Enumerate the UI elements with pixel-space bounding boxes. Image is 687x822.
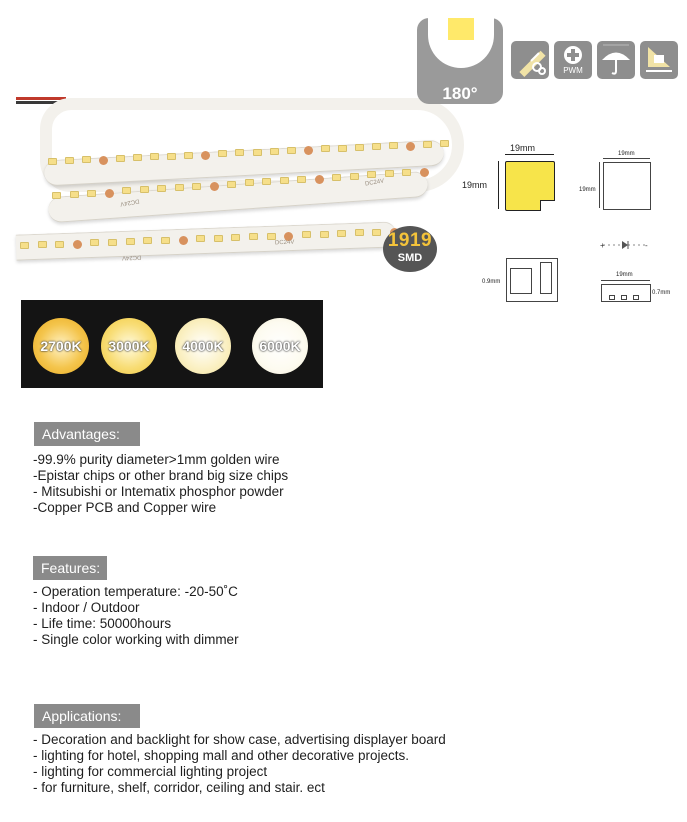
led-chip	[231, 234, 240, 241]
led-chip	[267, 233, 276, 240]
diode-symbol	[600, 238, 650, 252]
pwm-label: PWM	[563, 66, 583, 75]
resistor-pad	[210, 182, 219, 191]
features-item: - Operation temperature: ‑20-50˚C	[33, 584, 238, 599]
led-chip	[116, 155, 125, 162]
led-chip	[321, 145, 330, 152]
cuttable-icon	[511, 41, 549, 79]
led-chip	[245, 179, 254, 186]
resistor-pad	[304, 146, 313, 155]
resistor-pad	[420, 168, 429, 177]
led-chip	[48, 158, 57, 165]
side-inner-slot	[540, 262, 552, 294]
bottom-pad	[621, 295, 627, 300]
bottom-pad	[609, 295, 615, 300]
led-chip	[332, 174, 341, 181]
led-chip	[218, 150, 227, 157]
led-chip	[157, 185, 166, 192]
width-line	[505, 154, 554, 155]
applications-heading: Applications:	[34, 704, 140, 728]
led-chip	[350, 173, 359, 180]
led-chip	[440, 140, 449, 147]
applications-item: - lighting for hotel, shopping mall and other decorative projects.	[33, 748, 409, 763]
led-chip	[38, 241, 47, 248]
led-chip	[280, 177, 289, 184]
advantages-item: -99.9% purity diameter>1mm golden wire	[33, 452, 280, 467]
led-chip	[82, 156, 91, 163]
led-chip	[297, 176, 306, 183]
led-chip	[355, 229, 364, 236]
led-chip	[214, 235, 223, 242]
beam-angle-label: 180°	[442, 84, 478, 103]
led-chip	[287, 147, 296, 154]
led-chip	[302, 231, 311, 238]
bottom-thickness-label: 0.7mm	[652, 290, 671, 296]
chip-notch	[540, 200, 555, 211]
waterproof-icon	[597, 41, 635, 79]
applications-item: - Decoration and backlight for show case, advertising displayer board	[33, 732, 446, 747]
temp-3000k: 3000K	[101, 318, 157, 374]
led-chip	[175, 184, 184, 191]
chip-model-type: SMD	[397, 252, 423, 264]
resistor-pad	[406, 142, 415, 151]
advantages-item: -Epistar chips or other brand big size chips	[33, 468, 289, 483]
chip-width-label: 19mm	[510, 143, 536, 153]
led-chip	[320, 231, 329, 238]
led-chip	[337, 230, 346, 237]
side-thickness-label: 0.9mm	[482, 279, 501, 285]
applications-item: - lighting for commercial lighting project	[33, 764, 268, 779]
features-item: - Single color working with dimmer	[33, 632, 239, 647]
led-chip	[196, 235, 205, 242]
led-chip	[150, 153, 159, 160]
resistor-pad	[105, 189, 114, 198]
resistor-pad	[99, 156, 108, 165]
resistor-pad	[179, 236, 188, 245]
resistor-pad	[73, 240, 82, 249]
height-line	[498, 161, 499, 209]
led-chip	[227, 181, 236, 188]
svg-text:+: +	[600, 241, 605, 250]
temp-4000k: 4000K	[175, 318, 231, 374]
led-chip	[235, 149, 244, 156]
features-heading: Features:	[33, 556, 107, 580]
led-chip	[87, 190, 96, 197]
led-chip	[367, 171, 376, 178]
strip-marking: DC24V	[364, 178, 385, 188]
led-chip	[402, 169, 411, 176]
led-chip	[184, 152, 193, 159]
chip-height-label: 19mm	[462, 180, 488, 190]
features-item: - Indoor / Outdoor	[33, 600, 140, 615]
led-chip	[192, 183, 201, 190]
led-chip	[126, 238, 135, 245]
led-chip	[338, 145, 347, 152]
lighting-icon	[640, 41, 678, 79]
led-chip	[122, 187, 131, 194]
led-chip	[133, 154, 142, 161]
led-chip	[143, 237, 152, 244]
bottom-width-line	[601, 280, 650, 281]
led-chip	[270, 148, 279, 155]
resistor-pad	[315, 175, 324, 184]
led-chip	[253, 149, 262, 156]
led-chip	[249, 233, 258, 240]
led-chip	[372, 143, 381, 150]
advantages-heading: Advantages:	[34, 422, 140, 446]
led-chip	[90, 239, 99, 246]
strip-coil-front	[16, 221, 397, 260]
advantages-item: - Mitsubishi or Intematix phosphor powder	[33, 484, 284, 499]
chip-model-number: 1919	[387, 230, 433, 251]
temp-2700k: 2700K	[33, 318, 89, 374]
svg-text:-: -	[645, 241, 648, 250]
led-chip	[355, 144, 364, 151]
led-chip	[385, 170, 394, 177]
led-chip	[389, 142, 398, 149]
led-chip	[52, 192, 61, 199]
led-chip	[70, 191, 79, 198]
bottom-pad	[633, 295, 639, 300]
bottom-width-label: 19mm	[616, 272, 633, 278]
led-chip-icon	[448, 18, 474, 40]
led-chip	[20, 242, 29, 249]
outline-height-label: 19mm	[579, 187, 596, 193]
led-chip	[161, 237, 170, 244]
led-chip	[140, 186, 149, 193]
outline-height-line	[599, 162, 600, 208]
outline-width-label: 19mm	[618, 151, 635, 157]
features-item: - Life time: 50000hours	[33, 616, 172, 631]
led-chip	[423, 141, 432, 148]
led-chip	[167, 153, 176, 160]
side-inner-box	[510, 268, 532, 294]
led-chip	[262, 178, 271, 185]
led-chip	[65, 157, 74, 164]
temp-6000k: 6000K	[252, 318, 308, 374]
chip-outline-view	[603, 162, 651, 210]
led-chip	[108, 239, 117, 246]
applications-item: - for furniture, shelf, corridor, ceiling and stair. ect	[33, 780, 325, 795]
advantages-item: -Copper PCB and Copper wire	[33, 500, 217, 515]
pwm-icon	[554, 41, 592, 79]
strip-marking: DC24V	[274, 239, 295, 247]
led-chip	[55, 241, 64, 248]
strip-marking: DC24V	[119, 197, 140, 207]
strip-marking: DC24V	[121, 253, 142, 261]
outline-width-line	[603, 158, 650, 159]
